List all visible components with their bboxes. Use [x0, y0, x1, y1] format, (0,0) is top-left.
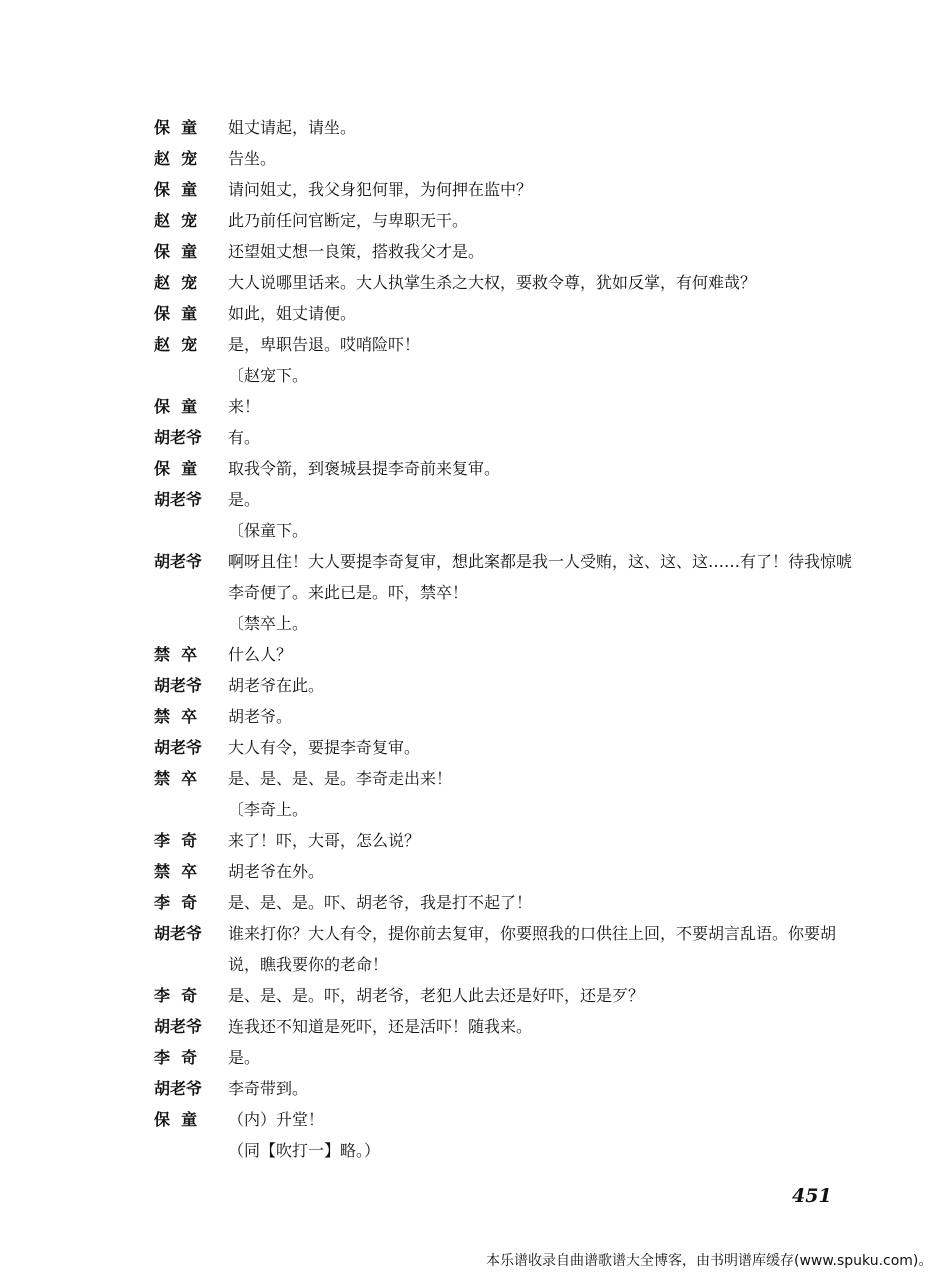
- dialogue-line: [154, 267, 854, 298]
- dialogue-text: 是。: [228, 1048, 261, 1067]
- speaker-name: 保 童: [154, 118, 198, 137]
- dialogue-line: [154, 639, 854, 670]
- dialogue-text: 是、是、是。吓、胡老爷，我是打不起了！: [228, 893, 533, 912]
- speaker-name: 保 童: [154, 304, 198, 323]
- speaker-name: 赵 宠: [154, 273, 198, 292]
- dialogue-line: [154, 391, 854, 422]
- dialogue-line: [154, 236, 854, 267]
- dialogue-text: 什么人？: [228, 645, 293, 664]
- speaker-name: 李 奇: [154, 893, 198, 912]
- dialogue-line: [154, 732, 854, 763]
- dialogue-text: （内）升堂！: [228, 1110, 325, 1129]
- speaker-name: 禁 卒: [154, 862, 198, 881]
- dialogue-text: 谁来打你？大人有令，提你前去复审，你要照我的口供往上回，不要胡言乱语。你要胡说，瞧我要你的老命！: [228, 924, 837, 974]
- speaker-name: 胡老爷: [154, 924, 203, 943]
- speaker-name: 李 奇: [154, 1048, 198, 1067]
- dialogue-text: 此乃前任问官断定，与卑职无干。: [228, 211, 469, 230]
- speaker-name: 赵 宠: [154, 335, 198, 354]
- stage-direction: 〔赵宠下。: [228, 366, 309, 385]
- speaker-name: 胡老爷: [154, 490, 203, 509]
- speaker-name: 禁 卒: [154, 645, 198, 664]
- speaker-name: 胡老爷: [154, 428, 203, 447]
- speaker-name: 禁 卒: [154, 769, 198, 788]
- dialogue-text: 胡老爷。: [228, 707, 293, 726]
- dialogue-text: 大人有令，要提李奇复审。: [228, 738, 421, 757]
- dialogue-line: [154, 453, 854, 484]
- speaker-name: 胡老爷: [154, 676, 203, 695]
- dialogue-line: [154, 887, 854, 918]
- dialogue-text: 是。: [228, 490, 261, 509]
- dialogue-text: 大人说哪里话来。大人执掌生杀之大权，要救令尊，犹如反掌，有何难哉？: [228, 273, 757, 292]
- speaker-name: 保 童: [154, 242, 198, 261]
- dialogue-line: [154, 329, 854, 360]
- speaker-name: 胡老爷: [154, 552, 203, 571]
- speaker-name: 赵 宠: [154, 149, 198, 168]
- dialogue-line: [154, 484, 854, 515]
- dialogue-line: [154, 143, 854, 174]
- dialogue-text: 如此，姐丈请便。: [228, 304, 357, 323]
- dialogue-text: 姐丈请起，请坐。: [228, 118, 357, 137]
- dialogue-line: [154, 298, 854, 329]
- speaker-name: 李 奇: [154, 986, 198, 1005]
- stage-direction: （同【吹打一】略。）: [228, 1141, 381, 1160]
- dialogue-text: 请问姐丈，我父身犯何罪，为何押在监中？: [228, 180, 533, 199]
- dialogue-line: [154, 701, 854, 732]
- dialogue-line: [154, 763, 854, 794]
- dialogue-text: 是、是、是、是。李奇走出来！: [228, 769, 453, 788]
- dialogue-text: 来了！吓，大哥，怎么说？: [228, 831, 421, 850]
- dialogue-line: [154, 205, 854, 236]
- dialogue-line: [154, 1011, 854, 1042]
- dialogue-line: [154, 112, 854, 143]
- dialogue-text: 胡老爷在此。: [228, 676, 325, 695]
- speaker-name: 保 童: [154, 459, 198, 478]
- dialogue-text: 还望姐丈想一良策，搭救我父才是。: [228, 242, 485, 261]
- dialogue-text: 啊呀且住！大人要提李奇复审，想此案都是我一人受贿，这、这、这……有了！待我惊唬李奇便了。来此已是。吓，禁卒！: [228, 552, 853, 602]
- stage-direction: 〔禁卒上。: [228, 614, 309, 633]
- dialogue-text: 来！: [228, 397, 261, 416]
- speaker-name: 胡老爷: [154, 738, 203, 757]
- page-number: 451: [792, 1185, 832, 1207]
- speaker-name: 保 童: [154, 397, 198, 416]
- source-footer: 本乐谱收录自曲谱歌谱大全博客，由书明谱库缓存(www.spuku.com)。: [486, 1253, 933, 1269]
- script-body: [154, 112, 854, 1166]
- dialogue-line: [154, 546, 854, 608]
- dialogue-line: [154, 856, 854, 887]
- speaker-name: 赵 宠: [154, 211, 198, 230]
- dialogue-text: 取我令箭，到褒城县提李奇前来复审。: [228, 459, 501, 478]
- speaker-name: 保 童: [154, 1110, 198, 1129]
- dialogue-line: [154, 670, 854, 701]
- dialogue-line: [154, 1042, 854, 1073]
- dialogue-line: [154, 422, 854, 453]
- dialogue-line: [154, 980, 854, 1011]
- speaker-name: 禁 卒: [154, 707, 198, 726]
- dialogue-text: 胡老爷在外。: [228, 862, 325, 881]
- dialogue-line: [154, 825, 854, 856]
- dialogue-text: 告坐。: [228, 149, 277, 168]
- dialogue-line: [154, 1073, 854, 1104]
- dialogue-text: 连我还不知道是死吓，还是活吓！随我来。: [228, 1017, 533, 1036]
- dialogue-line: [154, 1104, 854, 1135]
- dialogue-line: [154, 174, 854, 205]
- dialogue-line: [154, 918, 854, 980]
- speaker-name: 保 童: [154, 180, 198, 199]
- dialogue-text: 是、是、是。吓，胡老爷，老犯人此去还是好吓，还是歹？: [228, 986, 645, 1005]
- dialogue-text: 有。: [228, 428, 261, 447]
- speaker-name: 李 奇: [154, 831, 198, 850]
- speaker-name: 胡老爷: [154, 1079, 203, 1098]
- stage-direction: 〔保童下。: [228, 521, 309, 540]
- dialogue-text: 李奇带到。: [228, 1079, 309, 1098]
- speaker-name: 胡老爷: [154, 1017, 203, 1036]
- stage-direction: 〔李奇上。: [228, 800, 309, 819]
- dialogue-text: 是，卑职告退。哎哨险吓！: [228, 335, 421, 354]
